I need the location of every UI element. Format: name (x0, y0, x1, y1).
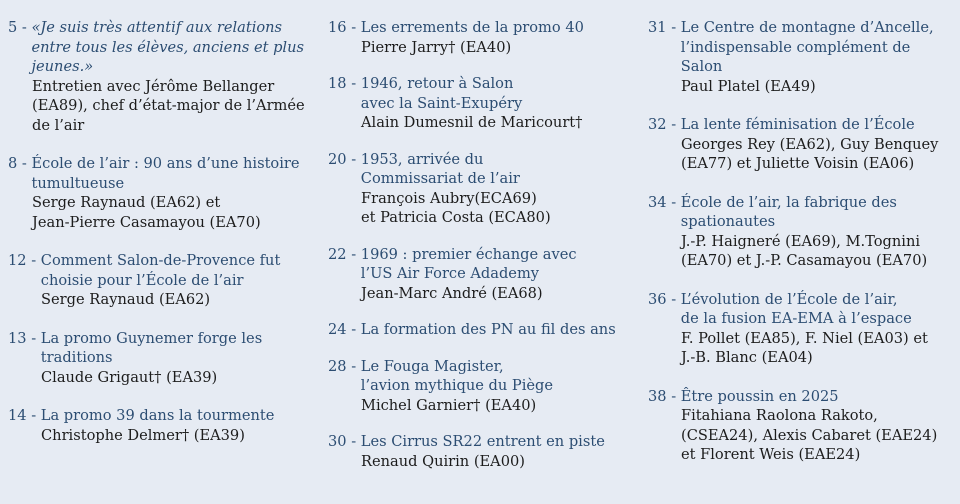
toc-column-1 (8, 18, 320, 464)
toc-entry-title (8, 154, 320, 193)
toc-entry-authors (328, 38, 628, 58)
toc-page-number: 8 - (8, 155, 32, 172)
toc-entry-title (648, 290, 956, 329)
toc-page-number: 28 - (328, 357, 361, 375)
toc-author-line: Alain Dumesnil de Maricourt† (361, 114, 583, 131)
toc-entry-authors (328, 113, 628, 133)
toc-page-number: 16 - (328, 19, 361, 36)
toc-page-number: 30 - (328, 433, 361, 450)
toc-entry-authors (328, 452, 628, 472)
toc-entry-authors (8, 368, 320, 388)
toc-entry (328, 150, 628, 228)
toc-author-line: Fitahiana Raolona Rakoto, (681, 407, 878, 424)
toc-page-number: 13 - (8, 329, 41, 347)
toc-entry (328, 74, 628, 133)
toc-author-line: Paul Platel (EA49) (681, 77, 816, 95)
toc-entry (8, 154, 320, 232)
toc-entry (8, 251, 320, 310)
toc-title-line: traditions (40, 349, 113, 366)
toc-page-number: 14 - (8, 407, 41, 424)
toc-entry (648, 290, 956, 368)
toc-entry-title (648, 18, 956, 77)
toc-entry-title (328, 74, 628, 113)
toc-entry-title (648, 387, 956, 407)
toc-entry (328, 245, 628, 304)
toc-entry-title (8, 406, 320, 426)
toc-title-line: de la fusion EA-EMA à l’espace (680, 310, 912, 327)
toc-entry-title (328, 357, 628, 396)
toc-entry-title (328, 320, 628, 340)
toc-page-number: 5 - (8, 19, 32, 36)
toc-entry-authors (648, 77, 956, 97)
toc-page-number: 18 - (328, 75, 361, 92)
toc-entry (328, 18, 628, 57)
toc-title-line: 1946, retour à Salon (360, 75, 514, 92)
toc-entry-title (8, 329, 320, 368)
toc-page-number: 34 - (648, 193, 681, 211)
toc-title-line: jeunes.» (31, 58, 94, 75)
toc-entry (8, 406, 320, 445)
toc-title-line: Commissariat de l’air (360, 170, 520, 187)
toc-entry-authors (648, 329, 956, 368)
toc-entry-title (328, 432, 628, 452)
toc-title-line: École de l’air, la fabrique des (680, 193, 897, 211)
toc-page-number: 22 - (328, 245, 361, 263)
toc-page-number: 32 - (648, 116, 681, 133)
toc-entry (8, 18, 320, 135)
toc-author-line: Renaud Quirin (EA00) (361, 452, 525, 470)
toc-author-line: (EA77) et Juliette Voisin (EA06) (681, 155, 915, 172)
toc-title-line: École de l’air : 90 ans d’une histoire (31, 155, 300, 172)
toc-author-line: Pierre Jarry† (EA40) (361, 38, 512, 56)
toc-entry (328, 357, 628, 416)
toc-title-line: tumultueuse (31, 174, 125, 192)
toc-title-line: choisie pour l’École de l’air (40, 271, 244, 289)
toc-title-line: La promo 39 dans la tourmente (40, 407, 275, 424)
toc-page-number: 36 - (648, 290, 681, 308)
toc-title-line: Les Cirrus SR22 entrent en piste (360, 433, 605, 450)
toc-title-line: L’évolution de l’École de l’air, (680, 290, 898, 308)
toc-author-line: Christophe Delmer† (EA39) (41, 426, 245, 444)
toc-title-line: «Je suis très attentif aux relations (31, 19, 283, 36)
toc-entry (648, 115, 956, 174)
toc-author-line: Georges Rey (EA62), Guy Benquey (681, 135, 939, 153)
toc-entry (648, 193, 956, 271)
toc-page-number: 20 - (328, 150, 361, 168)
toc-entry (648, 18, 956, 96)
toc-entry-title (328, 245, 628, 284)
toc-author-line: Entretien avec Jérôme Bellanger (32, 77, 275, 95)
toc-title-line: Comment Salon-de-Provence fut (40, 252, 281, 269)
toc-author-line: J.-B. Blanc (EA04) (681, 349, 813, 366)
toc-entry-title (328, 150, 628, 189)
toc-author-line: Jean-Marc André (EA68) (361, 284, 543, 302)
toc-page-number: 12 - (8, 252, 41, 269)
toc-entry (648, 387, 956, 465)
toc-title-line: Le Fouga Magister, (360, 357, 504, 375)
toc-title-line: spationautes (680, 213, 776, 230)
toc-author-line: (CSEA24), Alexis Cabaret (EAE24) (681, 426, 938, 444)
toc-entry-title (8, 18, 320, 77)
toc-title-line: La lente féminisation de l’École (680, 116, 915, 133)
toc-author-line: Serge Raynaud (EA62) (41, 291, 211, 308)
toc-entry-title (648, 193, 956, 232)
toc-entry-title (8, 251, 320, 290)
toc-title-line: l’indispensable complément de Salon (680, 38, 911, 75)
toc-author-line: Claude Grigaut† (EA39) (41, 368, 218, 386)
toc-title-line: Être poussin en 2025 (680, 387, 839, 405)
toc-entry-authors (648, 232, 956, 271)
toc-entry-authors (8, 193, 320, 232)
toc-title-line: La promo Guynemer forge les (40, 329, 263, 347)
toc-author-line: F. Pollet (EA85), F. Niel (EA03) et (681, 329, 928, 347)
toc-author-line: (EA89), chef d’état-major de l’Armée (32, 97, 305, 114)
toc-author-line: François Aubry(ECA69) (361, 189, 537, 207)
toc-column-3 (648, 18, 956, 484)
toc-title-line: 1969 : premier échange avec (360, 245, 577, 263)
toc-page-number: 24 - (328, 321, 361, 338)
toc-author-line: de l’air (32, 116, 85, 134)
toc-page-number: 38 - (648, 387, 681, 405)
toc-title-line: La formation des PN au fil des ans (360, 321, 616, 338)
toc-author-line: Michel Garnier† (EA40) (361, 396, 537, 414)
toc-author-line: (EA70) et J.-P. Casamayou (EA70) (681, 252, 928, 269)
toc-author-line: J.-P. Haigneré (EA69), M.Tognini (681, 232, 921, 250)
toc-title-line: Le Centre de montagne d’Ancelle, (680, 19, 934, 36)
toc-entry-authors (328, 189, 628, 228)
toc-entry-authors (328, 396, 628, 416)
toc-entry-authors (648, 406, 956, 465)
toc-author-line: Serge Raynaud (EA62) et (32, 194, 221, 211)
toc-title-line: entre tous les élèves, anciens et plus (31, 38, 304, 56)
toc-entry-authors (8, 290, 320, 310)
toc-title-line: l’US Air Force Adademy (360, 265, 540, 282)
toc-entry-authors (648, 135, 956, 174)
toc-title-line: avec la Saint-Exupéry (360, 94, 523, 112)
toc-entry (328, 320, 628, 340)
toc-title-line: 1953, arrivée du (360, 150, 484, 168)
toc-entry-title (648, 115, 956, 135)
toc-entry (8, 329, 320, 388)
toc-title-line: Les errements de la promo 40 (360, 19, 584, 36)
toc-author-line: et Patricia Costa (ECA80) (361, 209, 551, 226)
toc-page-number: 31 - (648, 19, 681, 36)
toc-entry (328, 432, 628, 471)
toc-entry-authors (8, 77, 320, 136)
toc-entry-authors (8, 426, 320, 446)
toc-author-line: et Florent Weis (EAE24) (681, 446, 861, 463)
toc-entry-title (328, 18, 628, 38)
toc-author-line: Jean-Pierre Casamayou (EA70) (32, 213, 261, 231)
toc-title-line: l’avion mythique du Piège (360, 377, 554, 394)
toc-column-2 (328, 18, 628, 488)
toc-entry-authors (328, 284, 628, 304)
